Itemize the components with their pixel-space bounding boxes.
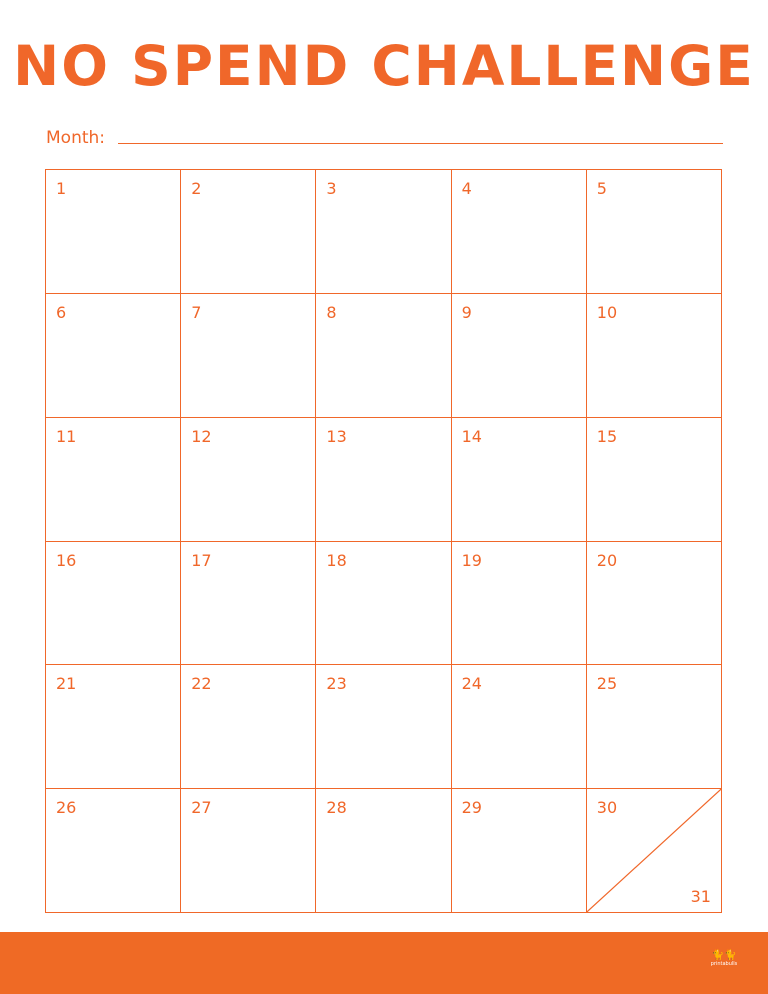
month-field[interactable] bbox=[46, 126, 723, 150]
day-number: 25 bbox=[596, 674, 618, 694]
day-cell-6[interactable] bbox=[46, 294, 181, 418]
day-number: 30 bbox=[596, 798, 618, 818]
day-number: 27 bbox=[191, 798, 212, 818]
day-number: 4 bbox=[461, 179, 472, 198]
day-number: 5 bbox=[596, 179, 607, 198]
day-cell-7[interactable] bbox=[181, 294, 316, 418]
day-number: 7 bbox=[191, 302, 202, 322]
day-cell-16[interactable] bbox=[46, 542, 181, 666]
day-cell-23[interactable] bbox=[316, 665, 451, 789]
day-number: 8 bbox=[326, 302, 337, 322]
day-number: 6 bbox=[56, 302, 67, 322]
page-title: NO SPEND CHALLENGE bbox=[13, 34, 755, 98]
day-cell-2[interactable] bbox=[181, 170, 316, 294]
month-write-line[interactable] bbox=[118, 143, 723, 144]
day-number: 29 bbox=[461, 798, 482, 818]
day-cell-25[interactable] bbox=[587, 665, 722, 789]
day-cell-30[interactable] bbox=[587, 789, 722, 913]
day-cell-29[interactable] bbox=[452, 789, 587, 913]
day-cell-20[interactable] bbox=[587, 542, 722, 666]
day-cell-28[interactable] bbox=[316, 789, 451, 913]
day-cell-21[interactable] bbox=[46, 665, 181, 789]
day-cell-24[interactable] bbox=[452, 665, 587, 789]
day-number: 17 bbox=[191, 550, 212, 570]
day-number: 22 bbox=[191, 674, 212, 694]
day-cell-12[interactable] bbox=[181, 418, 316, 542]
day-number: 20 bbox=[596, 550, 618, 570]
day-cell-3[interactable] bbox=[316, 170, 451, 294]
day-number: 1 bbox=[56, 179, 67, 198]
day-number: 11 bbox=[56, 426, 77, 446]
day-number: 26 bbox=[56, 798, 77, 818]
day-number-extra: 31 bbox=[690, 887, 711, 906]
day-number: 21 bbox=[56, 674, 77, 694]
black-cats-icon: 🐈🐈 bbox=[711, 950, 737, 961]
calendar-grid bbox=[45, 169, 722, 913]
day-number: 12 bbox=[191, 426, 212, 446]
day-number: 10 bbox=[596, 302, 618, 322]
day-number: 9 bbox=[461, 302, 472, 322]
day-cell-27[interactable] bbox=[181, 789, 316, 913]
day-cell-11[interactable] bbox=[46, 418, 181, 542]
day-cell-26[interactable] bbox=[46, 789, 181, 913]
month-label: Month: bbox=[46, 128, 106, 148]
day-number: 16 bbox=[56, 550, 77, 570]
footer-bar bbox=[0, 932, 768, 994]
logo-text: printabulls bbox=[710, 961, 738, 967]
printabulls-logo bbox=[706, 950, 742, 972]
day-cell-1[interactable] bbox=[46, 170, 181, 294]
day-number: 19 bbox=[461, 550, 482, 570]
day-number: 23 bbox=[326, 674, 347, 694]
day-number: 13 bbox=[326, 426, 347, 446]
day-cell-14[interactable] bbox=[452, 418, 587, 542]
day-number: 15 bbox=[596, 426, 618, 446]
day-cell-9[interactable] bbox=[452, 294, 587, 418]
day-cell-18[interactable] bbox=[316, 542, 451, 666]
day-cell-4[interactable] bbox=[452, 170, 587, 294]
day-cell-22[interactable] bbox=[181, 665, 316, 789]
day-cell-13[interactable] bbox=[316, 418, 451, 542]
day-cell-15[interactable] bbox=[587, 418, 722, 542]
day-number: 28 bbox=[326, 798, 347, 818]
day-number: 18 bbox=[326, 550, 347, 570]
day-cell-10[interactable] bbox=[587, 294, 722, 418]
day-number: 14 bbox=[461, 426, 482, 446]
day-cell-17[interactable] bbox=[181, 542, 316, 666]
day-cell-19[interactable] bbox=[452, 542, 587, 666]
day-cell-5[interactable] bbox=[587, 170, 722, 294]
day-cell-8[interactable] bbox=[316, 294, 451, 418]
day-number: 3 bbox=[326, 179, 337, 198]
day-number: 2 bbox=[191, 179, 202, 198]
day-number: 24 bbox=[461, 674, 482, 694]
